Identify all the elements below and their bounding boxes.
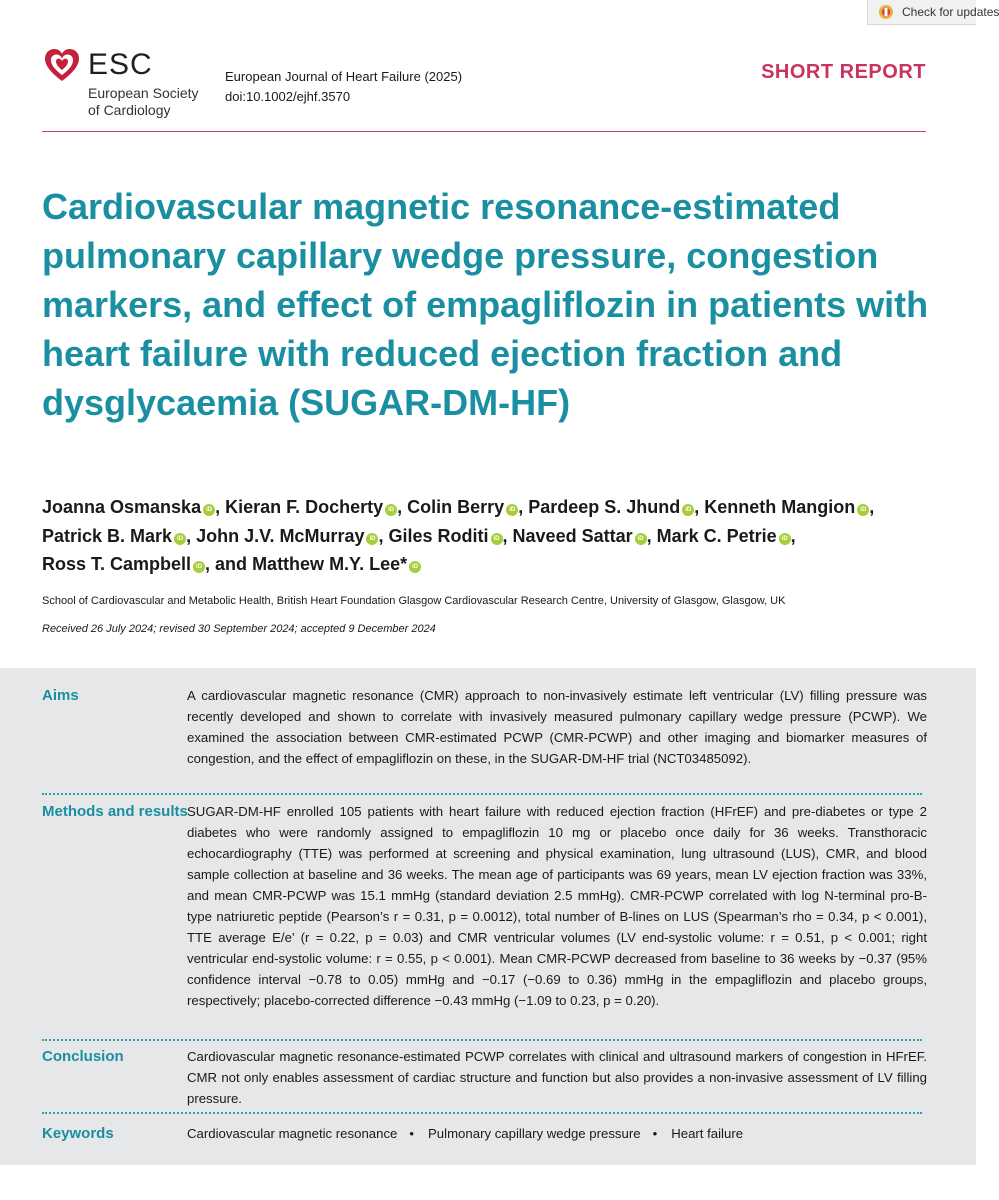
- society-name-line1: European Society: [88, 85, 199, 101]
- keyword[interactable]: Cardiovascular magnetic resonance: [187, 1126, 398, 1141]
- aims-text: A cardiovascular magnetic resonance (CMR) approach to non-invasively estimate left ventricular (LV) filling pressure was recently developed and shown to correlate with invasively measured pulmonary capillary wedge pressure (PCWP). We examined the association between CMR-estimated PCWP (CMR-PCWP) and other imaging and biomarker measures of congestion, and the effect of empagliflozin on these, in the SUGAR-DM-HF trial (NCT03485092).: [187, 688, 927, 766]
- author-separator: ,: [397, 497, 408, 517]
- orcid-icon[interactable]: iD: [491, 533, 503, 545]
- keyword[interactable]: Heart failure: [671, 1126, 744, 1141]
- orcid-icon[interactable]: iD: [193, 561, 205, 573]
- author-name[interactable]: John J.V. McMurray: [196, 525, 365, 546]
- author[interactable]: [225, 497, 397, 517]
- conclusion-text: Cardiovascular magnetic resonance-estimated PCWP correlates with clinical and ultrasound markers of congestion in HFrEF. CMR not only enables assessment of cardiac structure and function but also provides a non-invasive assessment of LV filling pressure.: [187, 1049, 927, 1106]
- author-separator: ,: [646, 525, 657, 546]
- check-for-updates-button[interactable]: [867, 0, 999, 25]
- author[interactable]: [196, 526, 378, 546]
- section-divider: [42, 1039, 922, 1041]
- keyword-bullet: •: [409, 1126, 415, 1141]
- author[interactable]: [252, 554, 421, 574]
- author-name[interactable]: Matthew M.Y. Lee*: [252, 554, 408, 574]
- society-name-line2: of Cardiology: [88, 102, 171, 118]
- author-separator: ,: [378, 525, 389, 546]
- author-separator: , and: [205, 554, 253, 574]
- author-separator: ,: [502, 525, 508, 546]
- orcid-icon[interactable]: iD: [635, 533, 647, 545]
- heart-icon: [42, 46, 82, 86]
- author[interactable]: [407, 497, 518, 517]
- author[interactable]: [657, 526, 791, 546]
- author-list: [42, 493, 942, 579]
- author-name[interactable]: Pardeep S. Jhund: [528, 497, 681, 517]
- author[interactable]: [528, 497, 694, 517]
- orcid-icon[interactable]: iD: [203, 504, 215, 516]
- esc-acronym: ESC: [88, 48, 153, 81]
- author-name[interactable]: Giles Roditi: [388, 525, 489, 546]
- orcid-icon[interactable]: iD: [682, 504, 694, 516]
- conclusion-label: Conclusion: [42, 1048, 124, 1065]
- doi[interactable]: doi:10.1002/ejhf.3570: [225, 89, 351, 104]
- society-name: [88, 85, 228, 119]
- keyword-bullet: •: [652, 1126, 658, 1141]
- author[interactable]: [42, 554, 205, 574]
- esc-logo: [42, 44, 222, 122]
- author[interactable]: [42, 526, 186, 546]
- author-separator: ,: [215, 497, 226, 517]
- orcid-icon[interactable]: iD: [174, 533, 186, 545]
- orcid-icon[interactable]: iD: [366, 533, 378, 545]
- article-type: SHORT REPORT: [761, 61, 926, 83]
- orcid-icon[interactable]: iD: [506, 504, 518, 516]
- section-divider: [42, 793, 922, 795]
- author-name[interactable]: Patrick B. Mark: [42, 525, 173, 546]
- orcid-icon[interactable]: iD: [409, 561, 421, 573]
- section-divider: [42, 1112, 922, 1114]
- header-divider: [42, 131, 926, 132]
- article-title: Cardiovascular magnetic resonance-estimated pulmonary capillary wedge pressure, congestion markers, and effect of empagliflozin in patients with heart failure with reduced ejection fraction and dysglycaemia (SUGAR-DM-HF): [42, 186, 929, 423]
- author[interactable]: [513, 526, 647, 546]
- author-separator: ,: [869, 497, 875, 517]
- keywords-list: [187, 1123, 743, 1144]
- author-name[interactable]: Mark C. Petrie: [656, 525, 777, 546]
- orcid-icon[interactable]: iD: [779, 533, 791, 545]
- check-for-updates-label: Check for updates: [902, 5, 999, 19]
- orcid-icon[interactable]: iD: [385, 504, 397, 516]
- author-separator: ,: [186, 525, 197, 546]
- author[interactable]: [42, 497, 215, 517]
- author-name[interactable]: Naveed Sattar: [512, 525, 633, 546]
- methods-text: SUGAR-DM-HF enrolled 105 patients with heart failure with reduced ejection fraction (HFrEF) and pre-diabetes or type 2 diabetes who were randomly assigned to empagliflozin 10 mg or placebo once daily for 36 weeks. Transthoracic echocardiography (TTE) was performed at screening and physical examination, lung ultrasound (LUS), CMR, and blood sample collection at baseline and 36 weeks. The mean age of participants was 69 years, mean LV ejection fraction was 33%, and mean CMR-PCWP was 15.1 mmHg (standard deviation 2.5 mmHg). CMR-PCWP correlated with log N-terminal pro-B-type natriuretic peptide (Pearson’s r = 0.31, p = 0.0012), total number of B-lines on LUS (Spearman’s rho = 0.34, p < 0.001), TTE average E/e’ (r = 0.22, p = 0.03) and CMR ventricular volumes (LV end-systolic volume: r = 0.51, p < 0.001; right ventricular end-systolic volume: r = 0.55, p < 0.001). Mean CMR-PCWP decreased from baseline to 36 weeks by −0.37 (95% confidence interval −0.78 to 0.05) mmHg and −0.17 (−0.69 to 0.36) mmHg in the empagliflozin and placebo groups, respectively; placebo-corrected difference −0.43 mmHg (−1.09 to 0.23, p = 0.20).: [187, 804, 927, 1008]
- journal-info: [225, 67, 462, 107]
- orcid-icon[interactable]: iD: [857, 504, 869, 516]
- journal-name: European Journal of Heart Failure (2025): [225, 69, 463, 84]
- methods-label: Methods and results: [42, 803, 188, 820]
- article-header: [42, 44, 926, 124]
- author-name[interactable]: Kenneth Mangion: [704, 497, 856, 517]
- author-name[interactable]: Joanna Osmanska: [42, 497, 202, 517]
- keyword[interactable]: Pulmonary capillary wedge pressure: [428, 1126, 641, 1141]
- publication-dates: Received 26 July 2024; revised 30 September 2024; accepted 9 December 2024: [42, 623, 436, 635]
- aims-label: Aims: [42, 687, 79, 704]
- crossmark-icon: [878, 4, 894, 20]
- author[interactable]: [388, 526, 502, 546]
- author-name[interactable]: Colin Berry: [407, 497, 505, 517]
- keywords-label: Keywords: [42, 1125, 114, 1142]
- author-name[interactable]: Ross T. Campbell: [42, 554, 192, 574]
- author-separator: ,: [790, 525, 796, 546]
- author-separator: ,: [518, 497, 529, 517]
- author-name[interactable]: Kieran F. Docherty: [225, 497, 384, 517]
- affiliation: School of Cardiovascular and Metabolic Health, British Heart Foundation Glasgow Cardiovascular Research Centre, University of Glasgow, Glasgow, UK: [42, 595, 786, 607]
- abstract-box: [0, 668, 976, 1165]
- author-separator: ,: [694, 497, 700, 517]
- author[interactable]: [704, 497, 869, 517]
